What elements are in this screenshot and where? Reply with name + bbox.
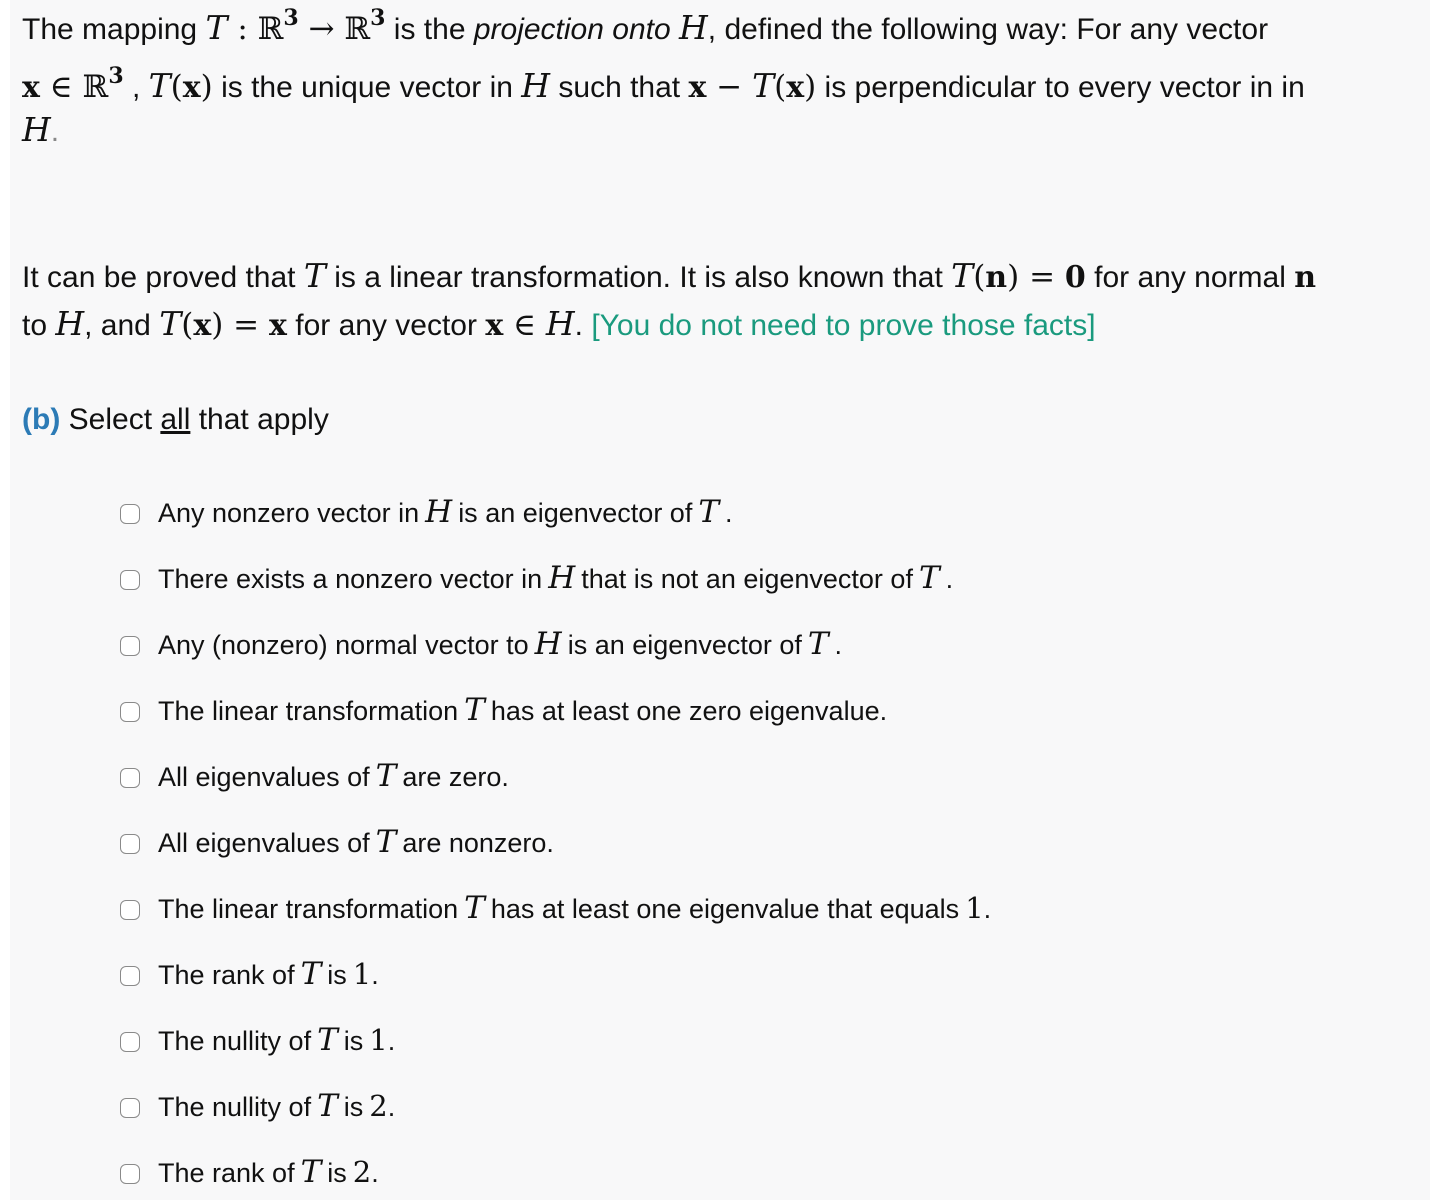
option-5[interactable] — [120, 758, 1320, 806]
option-checkbox[interactable] — [120, 636, 140, 656]
option-label: The rank of T is 1. — [158, 956, 379, 992]
option-checkbox[interactable] — [120, 1032, 140, 1052]
option-label: The nullity of T is 2. — [158, 1088, 396, 1124]
option-label: The linear transformation T has at least one eigenvalue that equals 1. — [158, 890, 992, 926]
option-11[interactable] — [120, 1154, 1320, 1202]
option-4[interactable] — [120, 692, 1320, 740]
option-checkbox[interactable] — [120, 504, 140, 524]
option-checkbox[interactable] — [120, 966, 140, 986]
option-8[interactable] — [120, 956, 1320, 1004]
option-label: The rank of T is 2. — [158, 1154, 379, 1190]
intro-line-2: x ∈ ℝ$^3$ , T(x) is the unique vector in H such that x − T(x) is perpendicular to every vector in in — [22, 63, 1305, 105]
question-panel — [10, 0, 1430, 1200]
intro-line-1: The mapping T : ℝ$^3$ → ℝ$^3$ is the projection onto H, defined the following way: For any vector — [22, 5, 1269, 47]
option-checkbox[interactable] — [120, 1164, 140, 1184]
part-b-instruction: (b) Select all that apply — [22, 403, 329, 436]
option-checkbox[interactable] — [120, 768, 140, 788]
option-1[interactable] — [120, 494, 1320, 542]
option-10[interactable] — [120, 1088, 1320, 1136]
option-2[interactable] — [120, 560, 1320, 608]
option-9[interactable] — [120, 1022, 1320, 1070]
option-6[interactable] — [120, 824, 1320, 872]
option-label: The nullity of T is 1. — [158, 1022, 396, 1058]
option-label: All eigenvalues of T are zero. — [158, 758, 509, 794]
option-checkbox[interactable] — [120, 1098, 140, 1118]
intro-line-3: H. — [22, 110, 60, 149]
option-checkbox[interactable] — [120, 834, 140, 854]
option-checkbox[interactable] — [120, 900, 140, 920]
option-label: Any nonzero vector in H is an eigenvector of T . — [158, 494, 733, 530]
option-7[interactable] — [120, 890, 1320, 938]
facts-line-2: to H, and T(x) = x for any vector x ∈ H. [You do not need to prove those facts] — [22, 304, 1096, 343]
option-label: There exists a nonzero vector in H that is not an eigenvector of T . — [158, 560, 954, 596]
option-label: Any (nonzero) normal vector to H is an eigenvector of T . — [158, 626, 843, 662]
option-checkbox[interactable] — [120, 570, 140, 590]
option-checkbox[interactable] — [120, 702, 140, 722]
part-label: (b) — [22, 403, 61, 436]
facts-line-1: It can be proved that T is a linear transformation. It is also known that T(n) = 0 for any normal n — [22, 256, 1317, 295]
option-3[interactable] — [120, 626, 1320, 674]
option-label: All eigenvalues of T are nonzero. — [158, 824, 554, 860]
option-label: The linear transformation T has at least one zero eigenvalue. — [158, 692, 888, 728]
hint-note: [You do not need to prove those facts] — [591, 309, 1096, 342]
